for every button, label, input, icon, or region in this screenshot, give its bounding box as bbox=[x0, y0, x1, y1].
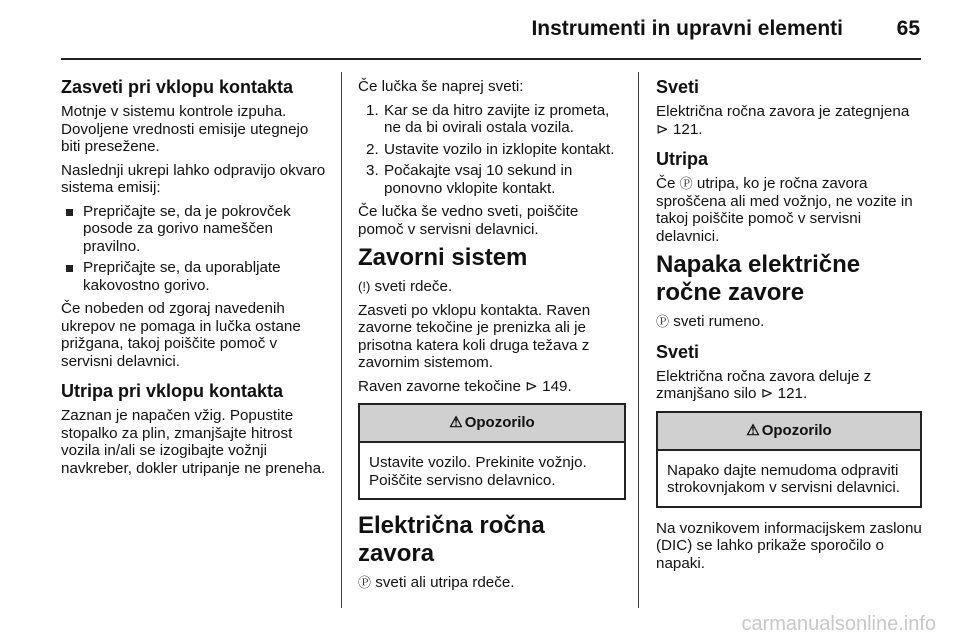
paragraph: Na voznikovem informacijskem zaslonu (DIC) se lahko prikaže sporočilo o napaki. bbox=[656, 519, 922, 572]
heading-sveti: Sveti bbox=[656, 77, 700, 97]
paragraph: Ⓟ sveti ali utripa rdeče. bbox=[358, 574, 515, 591]
step-number: 2. bbox=[366, 140, 379, 158]
paragraph: Raven zavorne tekočine ⊳ 149. bbox=[358, 377, 572, 395]
parking-brake-icon: Ⓟ bbox=[358, 575, 372, 590]
page-reference: ⊳ 121. bbox=[760, 385, 808, 402]
paragraph: Če lučka še vedno sveti, poiščite pomoč v servisni delavnici. bbox=[358, 203, 579, 238]
heading-utripa: Utripa pri vklopu kontakta bbox=[61, 381, 284, 401]
paragraph: Električna ročna zavora deluje z zmanjšano silo ⊳ 121. bbox=[656, 367, 872, 402]
list-item: Prepričajte se, da uporabljate kakovostno gorivo. bbox=[61, 259, 331, 294]
section-title: Instrumenti in upravni elementi bbox=[531, 17, 843, 40]
watermark: carmanualsonline.info bbox=[741, 613, 936, 635]
warning-text: Napako dajte nemudoma odpraviti strokovnjakom v servisni delavnici. bbox=[667, 461, 900, 496]
step-text: Kar se da hitro zavijte iz prometa, ne da bi ovirali ostala vozila. bbox=[384, 101, 610, 136]
warning-box bbox=[656, 411, 922, 508]
paragraph: Ⓟ sveti rumeno. bbox=[656, 313, 765, 330]
parking-brake-icon: Ⓟ bbox=[679, 176, 693, 191]
page-reference: ⊳ 121. bbox=[656, 120, 703, 138]
paragraph: Električna ročna zavora je zategnjena ⊳ 121. bbox=[656, 103, 910, 138]
column-2 bbox=[358, 78, 626, 598]
page-header bbox=[0, 0, 960, 60]
warning-icon: ⚠ bbox=[449, 414, 463, 432]
warning-header: ⚠ Opozorilo bbox=[360, 405, 624, 443]
warning-icon: ⚠ bbox=[746, 421, 760, 439]
bullet-list bbox=[61, 203, 331, 295]
paragraph: Motnje v sistemu kontrole izpuha. Dovoljene vrednosti emisije utegnejo biti presežene. bbox=[61, 103, 309, 155]
parking-brake-icon: Ⓟ bbox=[656, 314, 670, 329]
heading-zavorni-sistem: Zavorni sistem bbox=[358, 244, 528, 271]
heading-elektricna-zavora: Električna ročna zavora bbox=[358, 512, 545, 567]
paragraph: Če Ⓟ utripa, ko je ročna zavora sproščena ali med vožnjo, ne vozite in takoj poiščite pomoč v servisni delavnici. bbox=[656, 175, 913, 245]
paragraph: Če lučka še naprej sveti: bbox=[358, 78, 524, 95]
heading-sveti: Sveti bbox=[656, 341, 700, 362]
warning-header: ⚠ Opozorilo bbox=[658, 413, 920, 451]
step-number: 1. bbox=[366, 101, 379, 119]
step-text: Počakajte vsaj 10 sekund in ponovno vklopite kontakt. bbox=[384, 162, 573, 197]
arrow-icon: ⊳ bbox=[525, 377, 538, 395]
heading-utripa: Utripa bbox=[656, 149, 709, 169]
paragraph: (!) sveti rdeče. bbox=[358, 278, 453, 295]
list-item: Prepričajte se, da je pokrovček posode za gorivo nameščen pravilno. bbox=[61, 203, 331, 256]
step-text: Ustavite vozilo in izklopite kontakt. bbox=[384, 140, 615, 158]
list-item bbox=[358, 102, 626, 137]
list-item bbox=[358, 162, 626, 197]
heading-napaka: Napaka električne ročne zavore bbox=[656, 251, 861, 306]
page-number: 65 bbox=[896, 17, 920, 40]
brake-warning-icon: (!) bbox=[358, 279, 371, 294]
paragraph: Če nobeden od zgoraj navedenih ukrepov ne pomaga in lučka ostane prižgana, takoj poiščite pomoč v servisni delavnici. bbox=[61, 300, 301, 370]
column-1 bbox=[61, 78, 331, 483]
heading-zasveti: Zasveti pri vklopu kontakta bbox=[61, 77, 294, 97]
numbered-list bbox=[358, 102, 626, 198]
paragraph: Zaznan je napačen vžig. Popustite stopalko za plin, zmanjšajte hitrost vozila in/ali se izogibajte vožnji navkreber, dokler utripanje ne preneha. bbox=[61, 407, 326, 477]
column-divider-1 bbox=[341, 72, 342, 608]
column-divider-2 bbox=[638, 72, 639, 608]
column-3 bbox=[656, 78, 922, 578]
paragraph: Zasveti po vklopu kontakta. Raven zavorne tekočine je prenizka ali je prisotna katera koli druga težava z zavornim sistemom. bbox=[358, 301, 591, 371]
list-item bbox=[358, 141, 626, 159]
step-number: 3. bbox=[366, 162, 379, 179]
paragraph: Naslednji ukrepi lahko odpravijo okvaro sistema emisij: bbox=[61, 161, 326, 196]
warning-text: Ustavite vozilo. Prekinite vožnjo. Poiščite servisno delavnico. bbox=[369, 454, 587, 489]
warning-box bbox=[358, 403, 626, 500]
header-rule bbox=[61, 58, 921, 60]
